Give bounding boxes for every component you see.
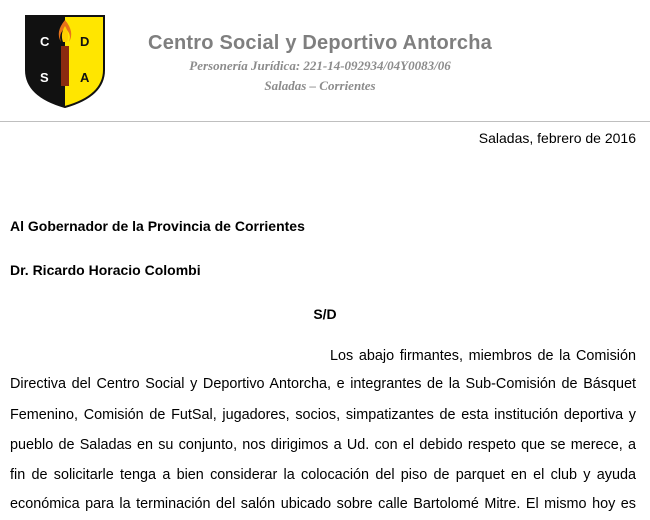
header-divider: [0, 121, 650, 122]
club-location: Saladas – Corrientes: [264, 78, 376, 93]
letter-date: Saladas, febrero de 2016: [478, 130, 636, 146]
crest-letter-a: A: [80, 70, 90, 85]
paragraph-line: fin de solicitarle tenga a bien considerar la colocación del piso de parquet en el club y ayuda: [10, 467, 636, 483]
crest-letter-d: D: [80, 34, 90, 49]
paragraph-line: económica para la terminación del salón ubicado sobre calle Bartolomé Mitre. El mismo hoy es: [10, 496, 636, 512]
club-legal-registration: Personería Jurídica: 221-14-092934/04Y0083/06: [189, 58, 451, 73]
crest-letter-s: S: [40, 70, 49, 85]
crest-letter-c: C: [40, 34, 50, 49]
addressee-title: Al Gobernador de la Provincia de Corrientes: [10, 218, 305, 234]
paragraph-first-line: Los abajo firmantes, miembros de la Comisión: [330, 348, 636, 364]
addressee-name: Dr. Ricardo Horacio Colombi: [10, 262, 201, 278]
club-crest-logo: [22, 12, 108, 110]
club-name-heading: Centro Social y Deportivo Antorcha: [148, 32, 492, 54]
paragraph-line: Femenino, Comisión de FutSal, jugadores, socios, simpatizantes de esta institución deportiva y: [10, 407, 636, 423]
paragraph-line: Directiva del Centro Social y Deportivo Antorcha, e integrantes de la Sub-Comisión de Básquet: [10, 376, 636, 392]
paragraph-line: pueblo de Saladas en su conjunto, nos dirigimos a Ud. con el debido respeto que se merece, a: [10, 437, 636, 453]
sd-salutation: S/D: [313, 306, 337, 322]
